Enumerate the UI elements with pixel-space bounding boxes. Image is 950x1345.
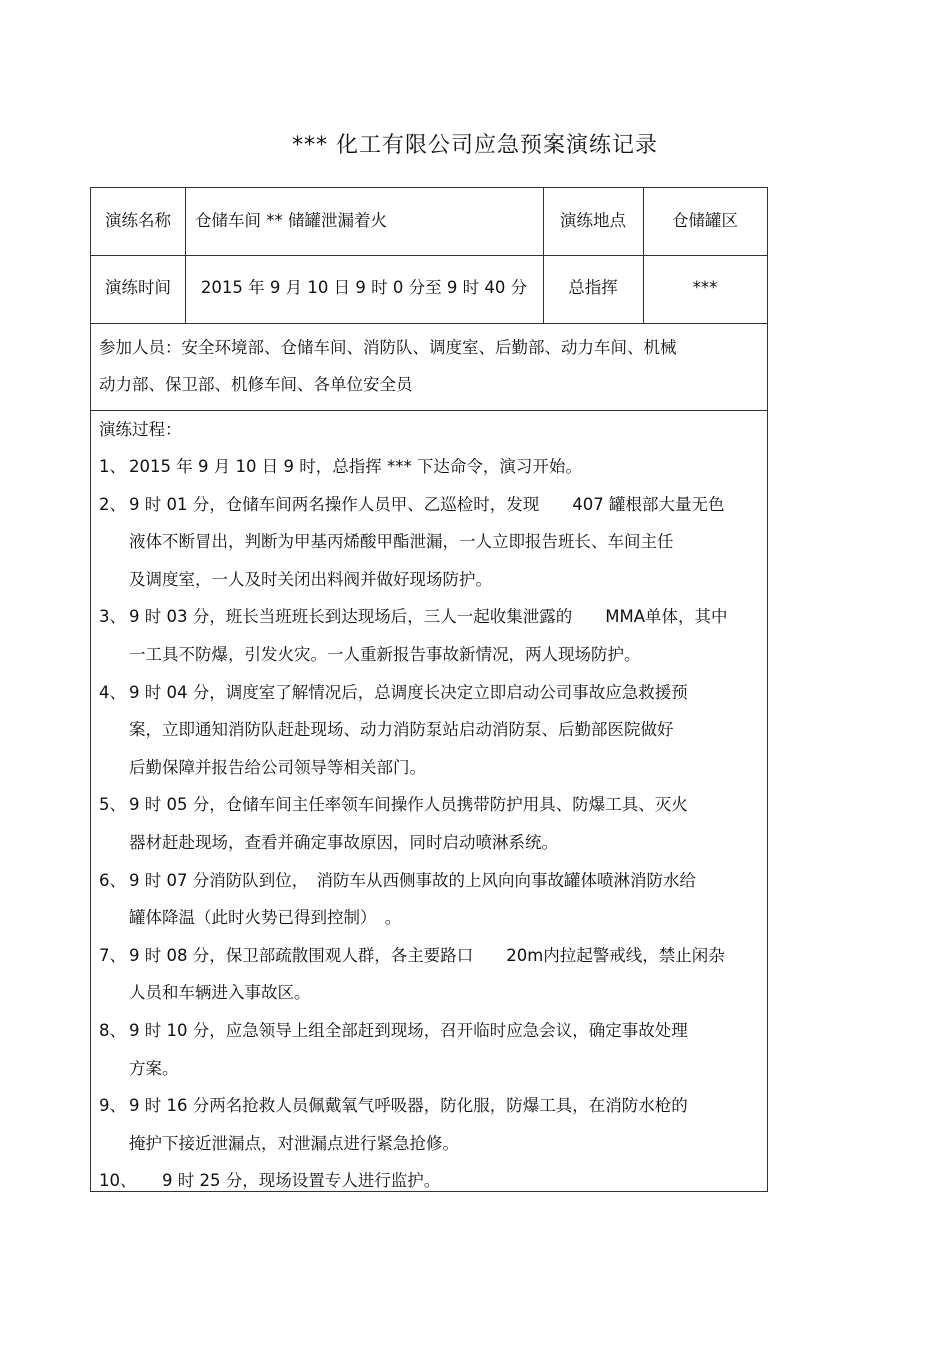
- step-text-line: 罐体降温（此时火势已得到控制） 。: [129, 908, 402, 928]
- step-text-line: 9 时 10 分，应急领导上组全部赶到现场，召开临时应急会议，确定事故处理: [129, 1021, 688, 1040]
- commander-value: ***: [692, 278, 718, 297]
- step-text-line: 9 时 04 分，调度室了解情况后，总调度长决定立即启动公司事故应急救援预: [129, 682, 688, 702]
- step-number: 7、: [99, 945, 126, 965]
- step-number: 3、: [99, 607, 126, 627]
- drill-record-table: [90, 187, 768, 1192]
- commander-label: 总指挥: [568, 278, 618, 297]
- step-text-line: 2015 年 9 月 10 日 9 时，总指挥 *** 下达命令，演习开始。: [129, 457, 582, 476]
- step-number: 10、: [99, 1171, 137, 1191]
- step-number: 4、: [99, 682, 126, 702]
- row-divider: [91, 255, 767, 256]
- step-number: 8、: [99, 1021, 126, 1040]
- step-number: 9、: [99, 1096, 126, 1116]
- process-label: 演练过程：: [99, 420, 182, 439]
- step-text-line: 后勤保障并报告给公司领导等相关部门。: [129, 757, 426, 777]
- step-text-line: 案，立即通知消防队赶赴现场、动力消防泵站启动消防泵、后勤部医院做好: [129, 720, 674, 740]
- drill-place-value: 仓储罐区: [672, 211, 738, 230]
- row-divider: [91, 410, 767, 411]
- step-text-line: 9 时 25 分，现场设置专人进行监护。: [129, 1171, 441, 1191]
- step-text-line: 一工具不防爆，引发火灾。一人重新报告事故新情况，两人现场防护。: [129, 645, 641, 664]
- participants-line-1: 参加人员：安全环境部、仓储车间、消防队、调度室、后勤部、动力车间、机械: [99, 338, 677, 357]
- step-number: 1、: [99, 457, 126, 476]
- step-text-line: 9 时 16 分两名抢救人员佩戴氧气呼吸器，防化服，防爆工具，在消防水枪的: [129, 1096, 688, 1116]
- step-text-line: 液体不断冒出，判断为甲基丙烯酸甲酯泄漏，一人立即报告班长、车间主任: [129, 532, 674, 552]
- step-number: 2、: [99, 494, 126, 514]
- step-number: 6、: [99, 870, 126, 890]
- participants-line-2: 动力部、保卫部、机修车间、各单位安全员: [99, 375, 413, 394]
- step-text-line: 人员和车辆进入事故区。: [129, 983, 311, 1003]
- drill-time-label: 演练时间: [105, 278, 171, 297]
- step-text-line: 掩护下接近泄漏点，对泄漏点进行紧急抢修。: [129, 1133, 459, 1153]
- column-divider: [643, 188, 644, 324]
- step-text-line: 9 时 08 分，保卫部疏散围观人群，各主要路口 20m内拉起警戒线，禁止闲杂: [129, 945, 725, 965]
- step-text-line: 9 时 01 分，仓储车间两名操作人员甲、乙巡检时，发现 407 罐根部大量无色: [129, 494, 725, 514]
- step-text-line: 方案。: [129, 1058, 179, 1078]
- step-text-line: 9 时 07 分消防队到位， 消防车从西侧事故的上风向向事故罐体喷淋消防水给: [129, 870, 696, 890]
- drill-time-value: 2015 年 9 月 10 日 9 时 0 分至 9 时 40 分: [200, 278, 528, 297]
- step-number: 5、: [99, 795, 126, 815]
- drill-name-label: 演练名称: [105, 211, 171, 230]
- drill-place-label: 演练地点: [560, 211, 626, 230]
- step-text-line: 及调度室，一人及时关闭出料阀并做好现场防护。: [129, 569, 492, 589]
- column-divider: [543, 188, 544, 324]
- step-text-line: 9 时 05 分，仓储车间主任率领车间操作人员携带防护用具、防爆工具、灭火: [129, 795, 688, 815]
- step-text-line: 9 时 03 分，班长当班班长到达现场后，三人一起收集泄露的 MMA单体，其中: [129, 607, 728, 627]
- row-divider: [91, 323, 767, 324]
- column-divider: [185, 188, 186, 324]
- step-text-line: 器材赶赴现场，查看并确定事故原因，同时启动喷淋系统。: [129, 833, 558, 852]
- drill-name-value: 仓储车间 ** 储罐泄漏着火: [195, 211, 387, 230]
- page-title: *** 化工有限公司应急预案演练记录: [292, 133, 658, 158]
